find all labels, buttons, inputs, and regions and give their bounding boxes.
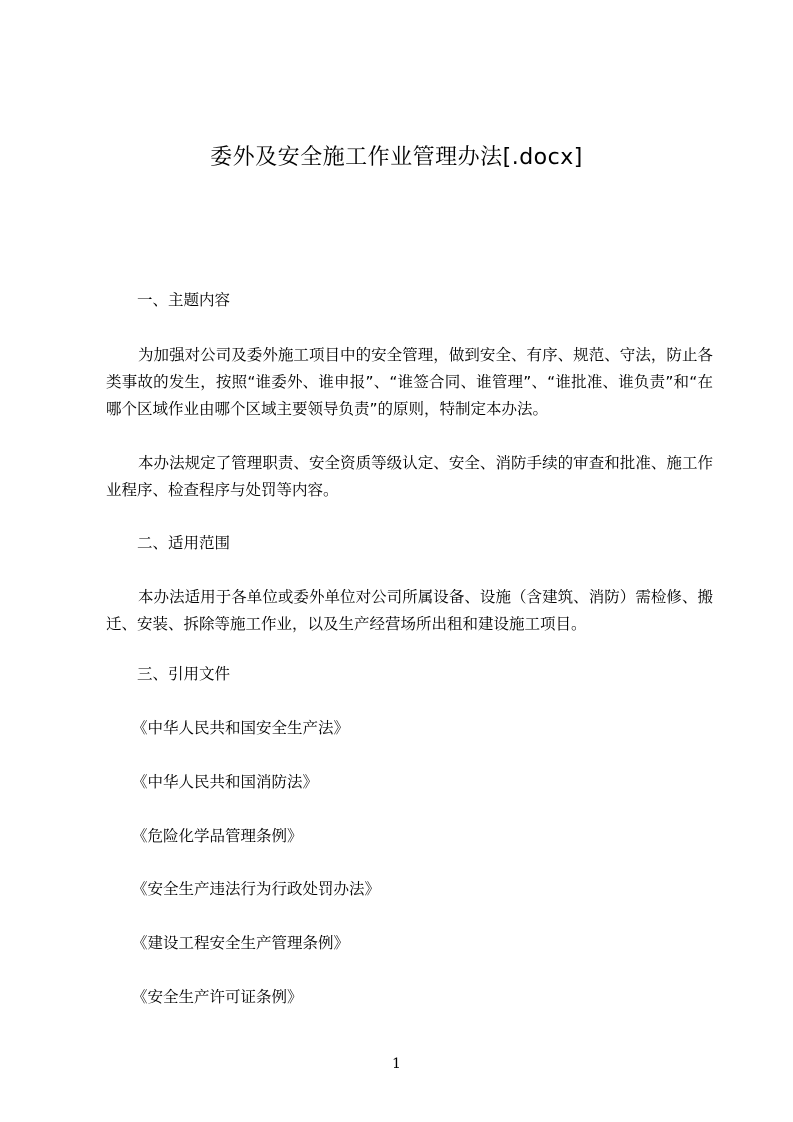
reference-item: 《中华人民共和国消防法》: [132, 773, 319, 791]
reference-item: 《安全生产违法行为行政处罚办法》: [132, 880, 381, 898]
paragraph-purpose: 为加强对公司及委外施工项目中的安全管理，做到安全、有序、规范、守法，防止各类事故的发生，按照“谁委外、谁申报”、“谁签合同、谁管理”、“谁批准、谁负责”和“在哪个区域作业由哪个区域主要领导负责”的原则，特制定本办法。: [106, 346, 713, 418]
reference-item: 《中华人民共和国安全生产法》: [132, 719, 350, 737]
page-number: 1: [392, 1056, 401, 1072]
reference-item: 《建设工程安全生产管理条例》: [132, 934, 350, 952]
paragraph-contents: 本办法规定了管理职责、安全资质等级认定、安全、消防手续的审查和批准、施工作业程序、检查程序与处罚等内容。: [106, 454, 713, 499]
section-heading-references: 三、引用文件: [137, 665, 231, 683]
section-heading-scope-content: 一、主题内容: [137, 291, 231, 309]
document-title: 委外及安全施工作业管理办法[.docx]: [210, 145, 583, 170]
reference-item: 《安全生产许可证条例》: [132, 988, 303, 1006]
reference-item: 《危险化学品管理条例》: [132, 827, 303, 845]
paragraph-applicability: 本办法适用于各单位或委外单位对公司所属设备、设施（含建筑、消防）需检修、搬迁、安装、拆除等施工作业，以及生产经营场所出租和建设施工项目。: [106, 588, 713, 633]
section-heading-applicability: 二、适用范围: [137, 534, 231, 552]
